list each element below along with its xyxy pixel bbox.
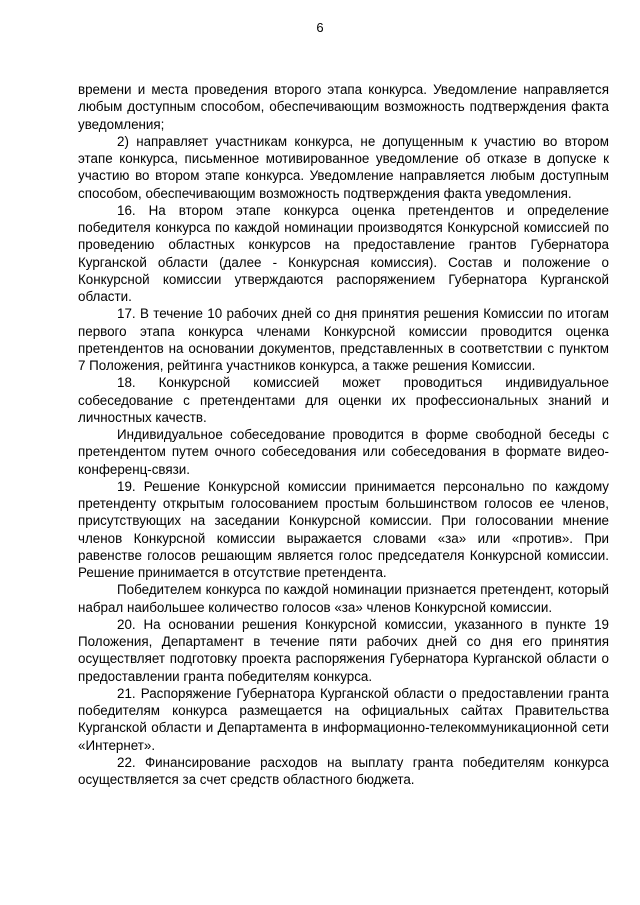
paragraph-clause-17: 17. В течение 10 рабочих дней со дня принятия решения Комиссии по итогам первого этапа конкурса членами Конкурсной комиссии проводится оценка претендентов на основании документов, представленных в соответствии с пунктом 7 Положения, рейтинга участников конкурса, а также решения Комиссии. xyxy=(78,306,609,373)
paragraph-interview-format: Индивидуальное собеседование проводится в форме свободной беседы с претендентом путем очного собеседования или собеседования в формате видео-конференц-связи. xyxy=(78,427,609,477)
paragraph-clause-21: 21. Распоряжение Губернатора Курганской области о предоставлении гранта победителям конкурса размещается на официальных сайтах Правительства Курганской области и Департамента в информационно-телекоммуникационной сети «Интернет». xyxy=(78,685,609,753)
paragraph-item-2: 2) направляет участникам конкурса, не допущенным к участию во втором этапе конкурса, письменное мотивированное уведомление об отказе в допуске к участию во втором этапе конкурса. Уведомление направляется любым доступным способом, обеспечивающим возможность подтверждения факта уведомления. xyxy=(78,133,609,201)
page-number: 6 xyxy=(316,20,324,35)
paragraph-clause-18: 18. Конкурсной комиссией может проводиться индивидуальное собеседование с претендентами для оценки их профессиональных знаний и личностных качеств. xyxy=(78,375,609,425)
paragraph-clause-22: 22. Финансирование расходов на выплату гранта победителям конкурса осуществляется за счет средств областного бюджета. xyxy=(78,754,609,787)
paragraph-clause-16: 16. На втором этапе конкурса оценка претендентов и определение победителя конкурса по каждой номинации производятся Конкурсной комиссией по проведению областных конкурсов на предоставление грантов Губернатора Курганской области (далее - Конкурсная комиссия). Состав и положение о Конкурсной комиссии утверждаются распоряжением Губернатора Курганской области. xyxy=(78,202,609,304)
document-body xyxy=(78,81,609,788)
paragraph-clause-20: 20. На основании решения Конкурсной комиссии, указанного в пункте 19 Положения, Департамент в течение пяти рабочих дней со дня его принятия осуществляет подготовку проекта распоряжения Губернатора Курганской области о предоставлении гранта победителям конкурса. xyxy=(78,616,609,684)
paragraph-continuation: времени и места проведения второго этапа конкурса. Уведомление направляется любым доступным способом, обеспечивающим возможность подтверждения факта уведомления; xyxy=(78,82,609,132)
paragraph-clause-19: 19. Решение Конкурсной комиссии принимается персонально по каждому претенденту открытым голосованием простым большинством голосов ее членов, присутствующих на заседании Конкурсной комиссии. При голосовании мнение членов Конкурсной комиссии выражается словами «за» или «против». При равенстве голосов решающим является голос председателя Конкурсной комиссии. Решение принимается в отсутствие претендента. xyxy=(78,478,609,580)
paragraph-winner-definition: Победителем конкурса по каждой номинации признается претендент, который набрал наибольшее количество голосов «за» членов Конкурсной комиссии. xyxy=(78,582,609,615)
